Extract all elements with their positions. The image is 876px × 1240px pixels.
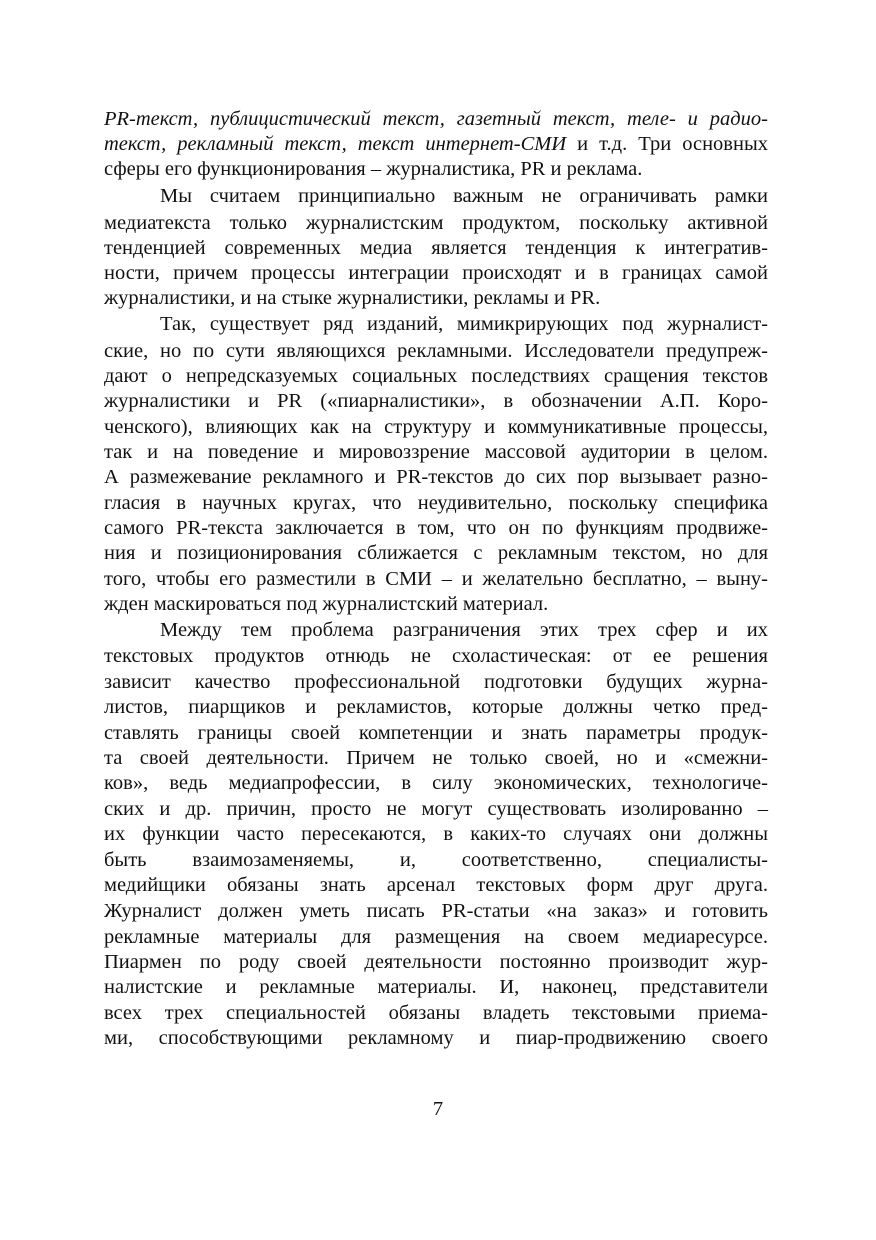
text-line <box>104 260 768 286</box>
text-line <box>104 770 768 796</box>
text-span: того, чтобы его разместили в СМИ – и желательно бесплатно, – выну- <box>104 568 768 590</box>
text-line <box>104 821 768 847</box>
text-span: так и на поведение и мировоззрение массовой аудитории в целом. <box>104 441 768 463</box>
text-span: медиатекста только журналистским продуктом, поскольку активной <box>104 212 768 234</box>
text-span: рекламные материалы для размещения на своем медиаресурсе. <box>104 926 768 948</box>
text-span: и т.д. Три основных <box>566 133 768 155</box>
text-line <box>104 847 768 873</box>
text-span: Мы считаем принципиально важным не ограничивать рамки <box>160 185 768 207</box>
text-line <box>104 898 768 924</box>
text-line <box>104 464 768 490</box>
text-line <box>104 414 768 440</box>
text-line <box>160 617 768 643</box>
text-line <box>104 338 768 364</box>
text-line <box>104 490 768 516</box>
text-line <box>104 694 768 720</box>
text-line <box>104 131 768 157</box>
page-number: 7 <box>432 1098 444 1120</box>
text-line <box>104 515 768 541</box>
text-line <box>104 439 768 465</box>
text-line <box>104 106 768 132</box>
text-span: их функции часто пересекаются, в каких-то случаях они должны <box>104 823 768 845</box>
text-line <box>104 643 768 669</box>
text-line <box>104 1000 768 1026</box>
text-line <box>104 745 768 771</box>
text-line <box>104 796 768 822</box>
text-line <box>104 566 768 592</box>
text-line <box>104 388 768 414</box>
text-line <box>104 540 768 566</box>
text-span: ния и позиционирования сближается с рекламным текстом, но для <box>104 542 768 564</box>
text-span: журналистики, и на стыке журналистики, рекламы и PR. <box>104 287 601 309</box>
text-line <box>104 720 768 746</box>
text-span: Так, существует ряд изданий, мимикрирующих под журналист- <box>160 313 768 335</box>
text-span: ченского), влияющих как на структуру и коммуникативные процессы, <box>104 416 768 438</box>
text-span: ности, причем процессы интеграции происходят и в границах самой <box>104 262 768 284</box>
text-line <box>104 591 768 617</box>
text-span: сферы его функционирования – журналистика, PR и реклама. <box>104 158 643 180</box>
text-line <box>104 872 768 898</box>
text-span: всех трех специальностей обязаны владеть текстовыми приема- <box>104 1002 768 1024</box>
text-span: налистские и рекламные материалы. И, наконец, представители <box>104 976 768 998</box>
text-span: зависит качество профессиональной подготовки будущих журна- <box>104 671 768 693</box>
text-span: та своей деятельности. Причем не только своей, но и «смежни- <box>104 747 768 769</box>
text-span: А размежевание рекламного и PR-текстов до сих пор вызывает разно- <box>104 466 768 488</box>
text-span: ские, но по сути являющихся рекламными. Исследователи предупреж- <box>104 340 768 362</box>
text-span: Журналист должен уметь писать PR-статьи «на заказ» и готовить <box>104 900 768 922</box>
text-line <box>104 285 768 311</box>
text-span: дают о непредсказуемых социальных последствиях сращения текстов <box>104 365 768 387</box>
italic-text: PR-текст, публицистический текст, газетный текст, теле- и радио- <box>104 108 768 130</box>
text-line <box>160 311 768 337</box>
text-span: гласия в научных кругах, что неудивительно, поскольку специфика <box>104 492 768 514</box>
text-line <box>104 669 768 695</box>
text-line <box>104 1025 768 1051</box>
text-span: Пиармен по роду своей деятельности постоянно производит жур- <box>104 951 768 973</box>
text-line <box>104 156 768 182</box>
text-span: быть взаимозаменяемы, и, соответственно, специалисты- <box>104 849 768 871</box>
text-line <box>104 949 768 975</box>
text-span: ских и др. причин, просто не могут существовать изолированно – <box>104 798 768 820</box>
text-span: ставлять границы своей компетенции и знать параметры продук- <box>104 722 768 744</box>
text-span: медийщики обязаны знать арсенал текстовых форм друг друга. <box>104 874 768 896</box>
text-span: листов, пиарщиков и рекламистов, которые должны четко пред- <box>104 696 768 718</box>
text-span: ков», ведь медиапрофессии, в силу экономических, технологиче- <box>104 772 768 794</box>
text-line <box>104 235 768 261</box>
text-line <box>160 183 768 209</box>
text-span: самого PR-текста заключается в том, что он по функциям продвиже- <box>104 517 768 539</box>
text-span: журналистики и PR («пиарналистики», в обозначении А.П. Коро- <box>104 390 768 412</box>
text-span: Между тем проблема разграничения этих трех сфер и их <box>160 619 768 641</box>
text-line <box>104 363 768 389</box>
text-line <box>104 974 768 1000</box>
text-span: текстовых продуктов отнюдь не схоластическая: от ее решения <box>104 645 768 667</box>
text-line <box>104 210 768 236</box>
text-span: тенденцией современных медиа является тенденция к интегратив- <box>104 237 768 259</box>
text-line <box>104 924 768 950</box>
italic-text: текст, рекламный текст, текст интернет-СМИ <box>104 133 567 155</box>
text-span: жден маскироваться под журналистский материал. <box>104 593 549 615</box>
text-span: ми, способствующими рекламному и пиар-продвижению своего <box>104 1027 768 1049</box>
